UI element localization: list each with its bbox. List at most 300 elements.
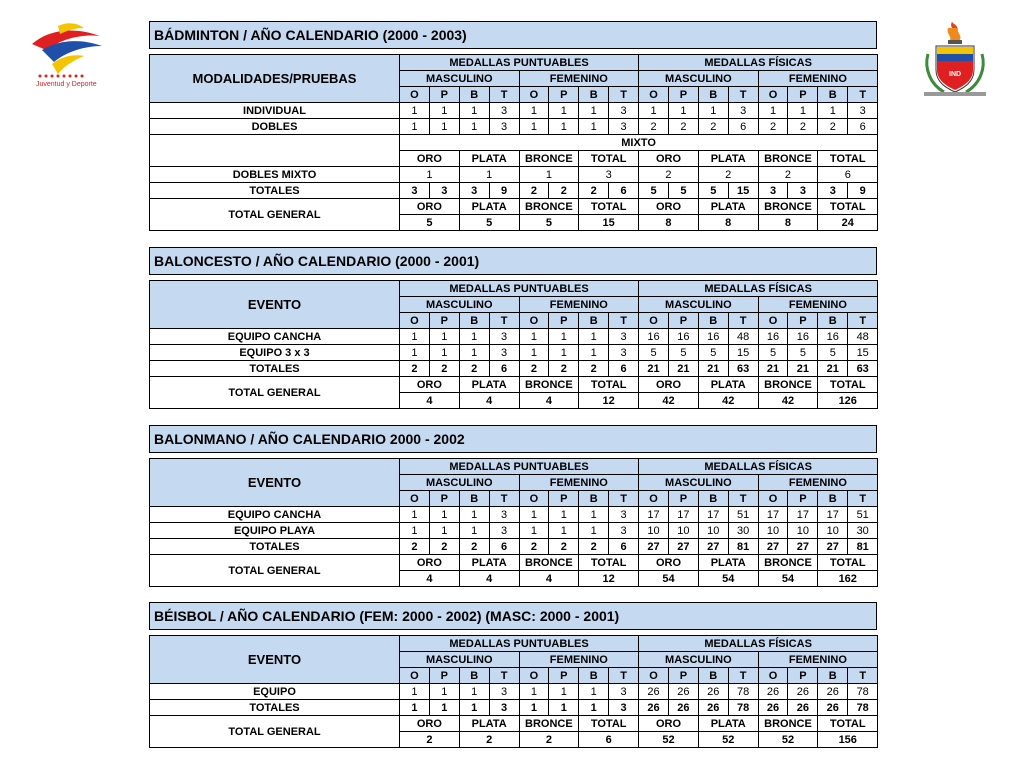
value-cell: 2 (818, 119, 848, 135)
value-cell: 126 (818, 393, 878, 409)
value-cell: 3 (788, 183, 818, 199)
value-cell: 2 (639, 119, 669, 135)
baloncesto-title: BALONCESTO / AÑO CALENDARIO (2000 - 2001) (149, 247, 877, 275)
row-label: EQUIPO CANCHA (150, 329, 400, 345)
value-cell: 3 (818, 183, 848, 199)
value-cell: 3 (609, 523, 639, 539)
femenino-header: FEMENINO (519, 71, 639, 87)
logo-left-caption: Juventud y Deporte (36, 81, 97, 88)
medal-col-header-t: T (489, 668, 519, 684)
medallas-fisicas-header: MEDALLAS FÍSICAS (639, 459, 878, 475)
row-label: INDIVIDUAL (150, 103, 400, 119)
medal-col-header-o: O (758, 668, 788, 684)
medal-col-header-o: O (758, 87, 788, 103)
value-cell: 42 (758, 393, 818, 409)
medal-col-header-plata: PLATA (698, 555, 758, 571)
value-cell: 12 (579, 393, 639, 409)
value-cell: 27 (698, 539, 728, 555)
value-cell: 1 (519, 103, 549, 119)
value-cell: 2 (549, 539, 579, 555)
medal-col-header-bronce: BRONCE (519, 199, 579, 215)
medal-col-header-oro: ORO (639, 377, 699, 393)
value-cell: 2 (758, 119, 788, 135)
value-cell: 1 (519, 684, 549, 700)
medal-col-header-t: T (609, 668, 639, 684)
value-cell: 16 (758, 329, 788, 345)
row-label: EQUIPO (150, 684, 400, 700)
medal-col-header-p: P (429, 668, 459, 684)
row-label: DOBLES MIXTO (150, 167, 400, 183)
medal-col-header-oro: ORO (639, 555, 699, 571)
table-row (150, 345, 878, 361)
value-cell: 1 (400, 700, 430, 716)
baloncesto-table (149, 280, 878, 409)
value-cell: 162 (818, 571, 878, 587)
value-cell: 78 (728, 700, 758, 716)
value-cell: 1 (400, 329, 430, 345)
value-cell: 17 (818, 507, 848, 523)
medal-col-header-p: P (429, 313, 459, 329)
value-cell: 5 (400, 215, 460, 231)
medal-col-header-p: P (788, 87, 818, 103)
value-cell: 30 (848, 523, 878, 539)
value-cell: 1 (459, 119, 489, 135)
ind-shield-logo (914, 18, 996, 100)
value-cell: 10 (668, 523, 698, 539)
medallas-puntuables-header: MEDALLAS PUNTUABLES (400, 55, 639, 71)
value-cell: 1 (459, 684, 489, 700)
value-cell: 6 (579, 732, 639, 748)
value-cell: 17 (788, 507, 818, 523)
row-label: EQUIPO CANCHA (150, 507, 400, 523)
value-cell: 1 (519, 345, 549, 361)
medal-col-header-b: B (459, 491, 489, 507)
medallas-fisicas-header: MEDALLAS FÍSICAS (639, 636, 878, 652)
medal-col-header-t: T (848, 313, 878, 329)
value-cell: 48 (728, 329, 758, 345)
value-cell: 2 (459, 361, 489, 377)
value-cell: 1 (400, 103, 430, 119)
medal-col-header-oro: ORO (400, 716, 460, 732)
value-cell: 27 (639, 539, 669, 555)
value-cell: 1 (459, 329, 489, 345)
value-cell: 3 (609, 329, 639, 345)
medal-col-header-total: TOTAL (579, 716, 639, 732)
medal-col-header-plata: PLATA (459, 377, 519, 393)
medal-col-header-total: TOTAL (579, 555, 639, 571)
medal-col-header-p: P (668, 87, 698, 103)
medal-col-header-b: B (818, 491, 848, 507)
value-cell: 10 (698, 523, 728, 539)
row-label: EQUIPO 3 x 3 (150, 345, 400, 361)
medal-col-header-p: P (549, 668, 579, 684)
value-cell: 2 (698, 119, 728, 135)
value-cell: 1 (429, 345, 459, 361)
value-cell: 1 (429, 684, 459, 700)
medal-col-header-o: O (519, 313, 549, 329)
femenino-header: FEMENINO (758, 297, 878, 313)
totales-row (150, 700, 878, 716)
value-cell: 5 (818, 345, 848, 361)
femenino-header: FEMENINO (758, 652, 878, 668)
medal-col-header-total: TOTAL (579, 151, 639, 167)
medal-col-header-oro: ORO (639, 151, 699, 167)
value-cell: 2 (400, 539, 430, 555)
total-general-label: TOTAL GENERAL (150, 555, 400, 587)
medal-col-header-t: T (728, 87, 758, 103)
value-cell: 81 (848, 539, 878, 555)
value-cell: 2 (459, 539, 489, 555)
medal-col-header-total: TOTAL (818, 151, 878, 167)
totales-label: TOTALES (150, 361, 400, 377)
value-cell: 1 (429, 103, 459, 119)
value-cell: 26 (788, 684, 818, 700)
value-cell: 5 (758, 345, 788, 361)
evento-header: EVENTO (150, 636, 400, 684)
medal-col-header-p: P (668, 491, 698, 507)
badminton-title: BÁDMINTON / AÑO CALENDARIO (2000 - 2003) (149, 21, 877, 49)
value-cell: 3 (489, 103, 519, 119)
value-cell: 5 (668, 183, 698, 199)
beisbol-title: BÉISBOL / AÑO CALENDARIO (FEM: 2000 - 2002) (MASC: 2000 - 2001) (149, 602, 877, 630)
balonmano-section (149, 425, 877, 587)
value-cell: 5 (459, 215, 519, 231)
value-cell: 3 (609, 507, 639, 523)
evento-header: EVENTO (150, 459, 400, 507)
value-cell: 4 (400, 393, 460, 409)
medal-col-header-o: O (400, 491, 430, 507)
value-cell: 1 (459, 345, 489, 361)
value-cell: 26 (668, 700, 698, 716)
medal-col-header-b: B (698, 87, 728, 103)
value-cell: 1 (400, 119, 430, 135)
value-cell: 17 (698, 507, 728, 523)
value-cell: 3 (609, 119, 639, 135)
value-cell: 15 (848, 345, 878, 361)
medal-col-header-total: TOTAL (818, 555, 878, 571)
medal-col-header-bronce: BRONCE (758, 555, 818, 571)
medal-col-header-b: B (459, 87, 489, 103)
value-cell: 3 (728, 103, 758, 119)
medal-col-header-total: TOTAL (818, 716, 878, 732)
masculino-header: MASCULINO (639, 71, 759, 87)
medal-col-header-t: T (609, 491, 639, 507)
medal-col-header-total: TOTAL (818, 377, 878, 393)
medal-col-header-t: T (728, 313, 758, 329)
value-cell: 2 (579, 361, 609, 377)
value-cell: 3 (609, 103, 639, 119)
value-cell: 1 (429, 119, 459, 135)
value-cell: 1 (579, 119, 609, 135)
value-cell: 3 (489, 329, 519, 345)
table-row (150, 523, 878, 539)
medal-col-header-o: O (639, 313, 669, 329)
value-cell: 1 (549, 507, 579, 523)
medallas-fisicas-header: MEDALLAS FÍSICAS (639, 55, 878, 71)
value-cell: 2 (549, 361, 579, 377)
value-cell: 48 (848, 329, 878, 345)
table-row (150, 329, 878, 345)
value-cell: 1 (400, 523, 430, 539)
value-cell: 2 (519, 361, 549, 377)
medallas-puntuables-header: MEDALLAS PUNTUABLES (400, 281, 639, 297)
medal-col-header-t: T (848, 491, 878, 507)
medal-col-header-p: P (788, 491, 818, 507)
value-cell: 4 (519, 393, 579, 409)
masculino-header: MASCULINO (400, 652, 520, 668)
value-cell: 6 (818, 167, 878, 183)
value-cell: 21 (639, 361, 669, 377)
value-cell: 1 (459, 167, 519, 183)
value-cell: 2 (668, 119, 698, 135)
value-cell: 1 (400, 507, 430, 523)
value-cell: 1 (429, 523, 459, 539)
value-cell: 6 (728, 119, 758, 135)
value-cell: 1 (549, 345, 579, 361)
value-cell: 16 (818, 329, 848, 345)
totales-row (150, 539, 878, 555)
blank-cell (150, 135, 400, 167)
value-cell: 4 (459, 571, 519, 587)
value-cell: 3 (579, 167, 639, 183)
value-cell: 5 (519, 215, 579, 231)
value-cell: 30 (728, 523, 758, 539)
value-cell: 6 (489, 539, 519, 555)
value-cell: 2 (519, 183, 549, 199)
medal-col-header-p: P (668, 313, 698, 329)
value-cell: 63 (848, 361, 878, 377)
medal-col-header-p: P (788, 668, 818, 684)
masculino-header: MASCULINO (639, 652, 759, 668)
medal-col-header-o: O (639, 491, 669, 507)
medal-col-header-o: O (758, 313, 788, 329)
value-cell: 1 (579, 700, 609, 716)
medal-col-header-p: P (549, 491, 579, 507)
value-cell: 3 (489, 119, 519, 135)
value-cell: 63 (728, 361, 758, 377)
medal-col-header-b: B (698, 491, 728, 507)
medal-col-header-o: O (639, 668, 669, 684)
value-cell: 8 (698, 215, 758, 231)
medal-col-header-oro: ORO (639, 716, 699, 732)
value-cell: 2 (429, 539, 459, 555)
medal-col-header-bronce: BRONCE (519, 377, 579, 393)
value-cell: 10 (818, 523, 848, 539)
value-cell: 2 (549, 183, 579, 199)
value-cell: 3 (758, 183, 788, 199)
value-cell: 26 (698, 684, 728, 700)
value-cell: 2 (400, 732, 460, 748)
medal-col-header-total: TOTAL (818, 199, 878, 215)
value-cell: 1 (579, 345, 609, 361)
masculino-header: MASCULINO (639, 297, 759, 313)
table-row (150, 167, 878, 183)
value-cell: 26 (639, 684, 669, 700)
value-cell: 1 (549, 684, 579, 700)
medal-col-header-bronce: BRONCE (758, 199, 818, 215)
medal-col-header-t: T (609, 87, 639, 103)
value-cell: 42 (639, 393, 699, 409)
medal-col-header-oro: ORO (639, 199, 699, 215)
value-cell: 54 (639, 571, 699, 587)
value-cell: 1 (579, 507, 609, 523)
value-cell: 24 (818, 215, 878, 231)
medal-col-header-t: T (848, 668, 878, 684)
medal-col-header-b: B (698, 313, 728, 329)
value-cell: 15 (728, 183, 758, 199)
value-cell: 2 (400, 361, 430, 377)
value-cell: 51 (728, 507, 758, 523)
value-cell: 1 (400, 167, 460, 183)
medal-col-header-p: P (429, 87, 459, 103)
masculino-header: MASCULINO (400, 71, 520, 87)
value-cell: 6 (489, 361, 519, 377)
value-cell: 1 (459, 103, 489, 119)
femenino-header: FEMENINO (519, 297, 639, 313)
medal-col-header-oro: ORO (400, 199, 460, 215)
value-cell: 16 (668, 329, 698, 345)
badminton-section (149, 21, 877, 231)
value-cell: 54 (758, 571, 818, 587)
value-cell: 6 (848, 119, 878, 135)
value-cell: 2 (579, 539, 609, 555)
medal-col-header-p: P (788, 313, 818, 329)
value-cell: 1 (579, 523, 609, 539)
totales-label: TOTALES (150, 539, 400, 555)
value-cell: 3 (489, 523, 519, 539)
medal-col-header-b: B (818, 87, 848, 103)
value-cell: 1 (579, 684, 609, 700)
value-cell: 3 (489, 507, 519, 523)
value-cell: 1 (549, 523, 579, 539)
medal-col-header-o: O (400, 87, 430, 103)
value-cell: 2 (579, 183, 609, 199)
value-cell: 3 (489, 684, 519, 700)
value-cell: 15 (728, 345, 758, 361)
medal-col-header-plata: PLATA (459, 151, 519, 167)
balonmano-table (149, 458, 878, 587)
femenino-header: FEMENINO (758, 475, 878, 491)
baloncesto-section (149, 247, 877, 409)
evento-header: EVENTO (150, 281, 400, 329)
value-cell: 4 (400, 571, 460, 587)
row-label: DOBLES (150, 119, 400, 135)
medal-col-header-o: O (519, 668, 549, 684)
value-cell: 54 (698, 571, 758, 587)
value-cell: 2 (429, 361, 459, 377)
value-cell: 27 (758, 539, 788, 555)
value-cell: 3 (489, 345, 519, 361)
value-cell: 26 (788, 700, 818, 716)
value-cell: 2 (758, 167, 818, 183)
value-cell: 8 (758, 215, 818, 231)
value-cell: 2 (639, 167, 699, 183)
value-cell: 1 (459, 523, 489, 539)
value-cell: 51 (848, 507, 878, 523)
beisbol-table (149, 635, 878, 748)
value-cell: 5 (698, 183, 728, 199)
medal-col-header-p: P (429, 491, 459, 507)
masculino-header: MASCULINO (400, 475, 520, 491)
medal-col-header-oro: ORO (400, 377, 460, 393)
value-cell: 5 (668, 345, 698, 361)
value-cell: 10 (788, 523, 818, 539)
value-cell: 21 (818, 361, 848, 377)
medal-col-header-b: B (579, 491, 609, 507)
total-general-label: TOTAL GENERAL (150, 199, 400, 231)
value-cell: 6 (609, 361, 639, 377)
value-cell: 3 (609, 684, 639, 700)
value-cell: 26 (639, 700, 669, 716)
value-cell: 1 (519, 700, 549, 716)
value-cell: 3 (459, 183, 489, 199)
badminton-table (149, 54, 878, 231)
balonmano-title: BALONMANO / AÑO CALENDARIO 2000 - 2002 (149, 425, 877, 453)
value-cell: 5 (639, 183, 669, 199)
value-cell: 2 (519, 732, 579, 748)
medal-col-header-plata: PLATA (698, 151, 758, 167)
medal-col-header-plata: PLATA (459, 555, 519, 571)
femenino-header: FEMENINO (519, 652, 639, 668)
medal-col-header-oro: ORO (400, 555, 460, 571)
medal-col-header-b: B (579, 668, 609, 684)
medal-col-header-plata: PLATA (698, 716, 758, 732)
value-cell: 3 (609, 700, 639, 716)
value-cell: 1 (519, 167, 579, 183)
value-cell: 78 (848, 700, 878, 716)
medal-col-header-plata: PLATA (459, 716, 519, 732)
value-cell: 17 (758, 507, 788, 523)
totales-label: TOTALES (150, 700, 400, 716)
medal-col-header-t: T (609, 313, 639, 329)
value-cell: 16 (639, 329, 669, 345)
totales-row (150, 361, 878, 377)
value-cell: 1 (549, 103, 579, 119)
value-cell: 27 (788, 539, 818, 555)
value-cell: 10 (639, 523, 669, 539)
total-general-label: TOTAL GENERAL (150, 377, 400, 409)
row-label: EQUIPO PLAYA (150, 523, 400, 539)
medal-col-header-t: T (489, 313, 519, 329)
medal-col-header-b: B (579, 313, 609, 329)
value-cell: 1 (459, 700, 489, 716)
medallas-puntuables-header: MEDALLAS PUNTUABLES (400, 459, 639, 475)
medal-col-header-o: O (519, 491, 549, 507)
value-cell: 1 (788, 103, 818, 119)
value-cell: 1 (579, 329, 609, 345)
value-cell: 26 (758, 684, 788, 700)
table-row (150, 684, 878, 700)
total-general-label: TOTAL GENERAL (150, 716, 400, 748)
value-cell: 26 (698, 700, 728, 716)
value-cell: 1 (519, 523, 549, 539)
value-cell: 27 (668, 539, 698, 555)
masculino-header: MASCULINO (639, 475, 759, 491)
medal-col-header-o: O (519, 87, 549, 103)
medal-col-header-bronce: BRONCE (519, 151, 579, 167)
value-cell: 21 (788, 361, 818, 377)
medal-col-header-plata: PLATA (459, 199, 519, 215)
value-cell: 1 (429, 507, 459, 523)
value-cell: 15 (579, 215, 639, 231)
medal-col-header-bronce: BRONCE (758, 716, 818, 732)
femenino-header: FEMENINO (758, 71, 878, 87)
totales-label: TOTALES (150, 183, 400, 199)
value-cell: 9 (489, 183, 519, 199)
value-cell: 1 (459, 507, 489, 523)
value-cell: 8 (639, 215, 699, 231)
medal-col-header-b: B (698, 668, 728, 684)
